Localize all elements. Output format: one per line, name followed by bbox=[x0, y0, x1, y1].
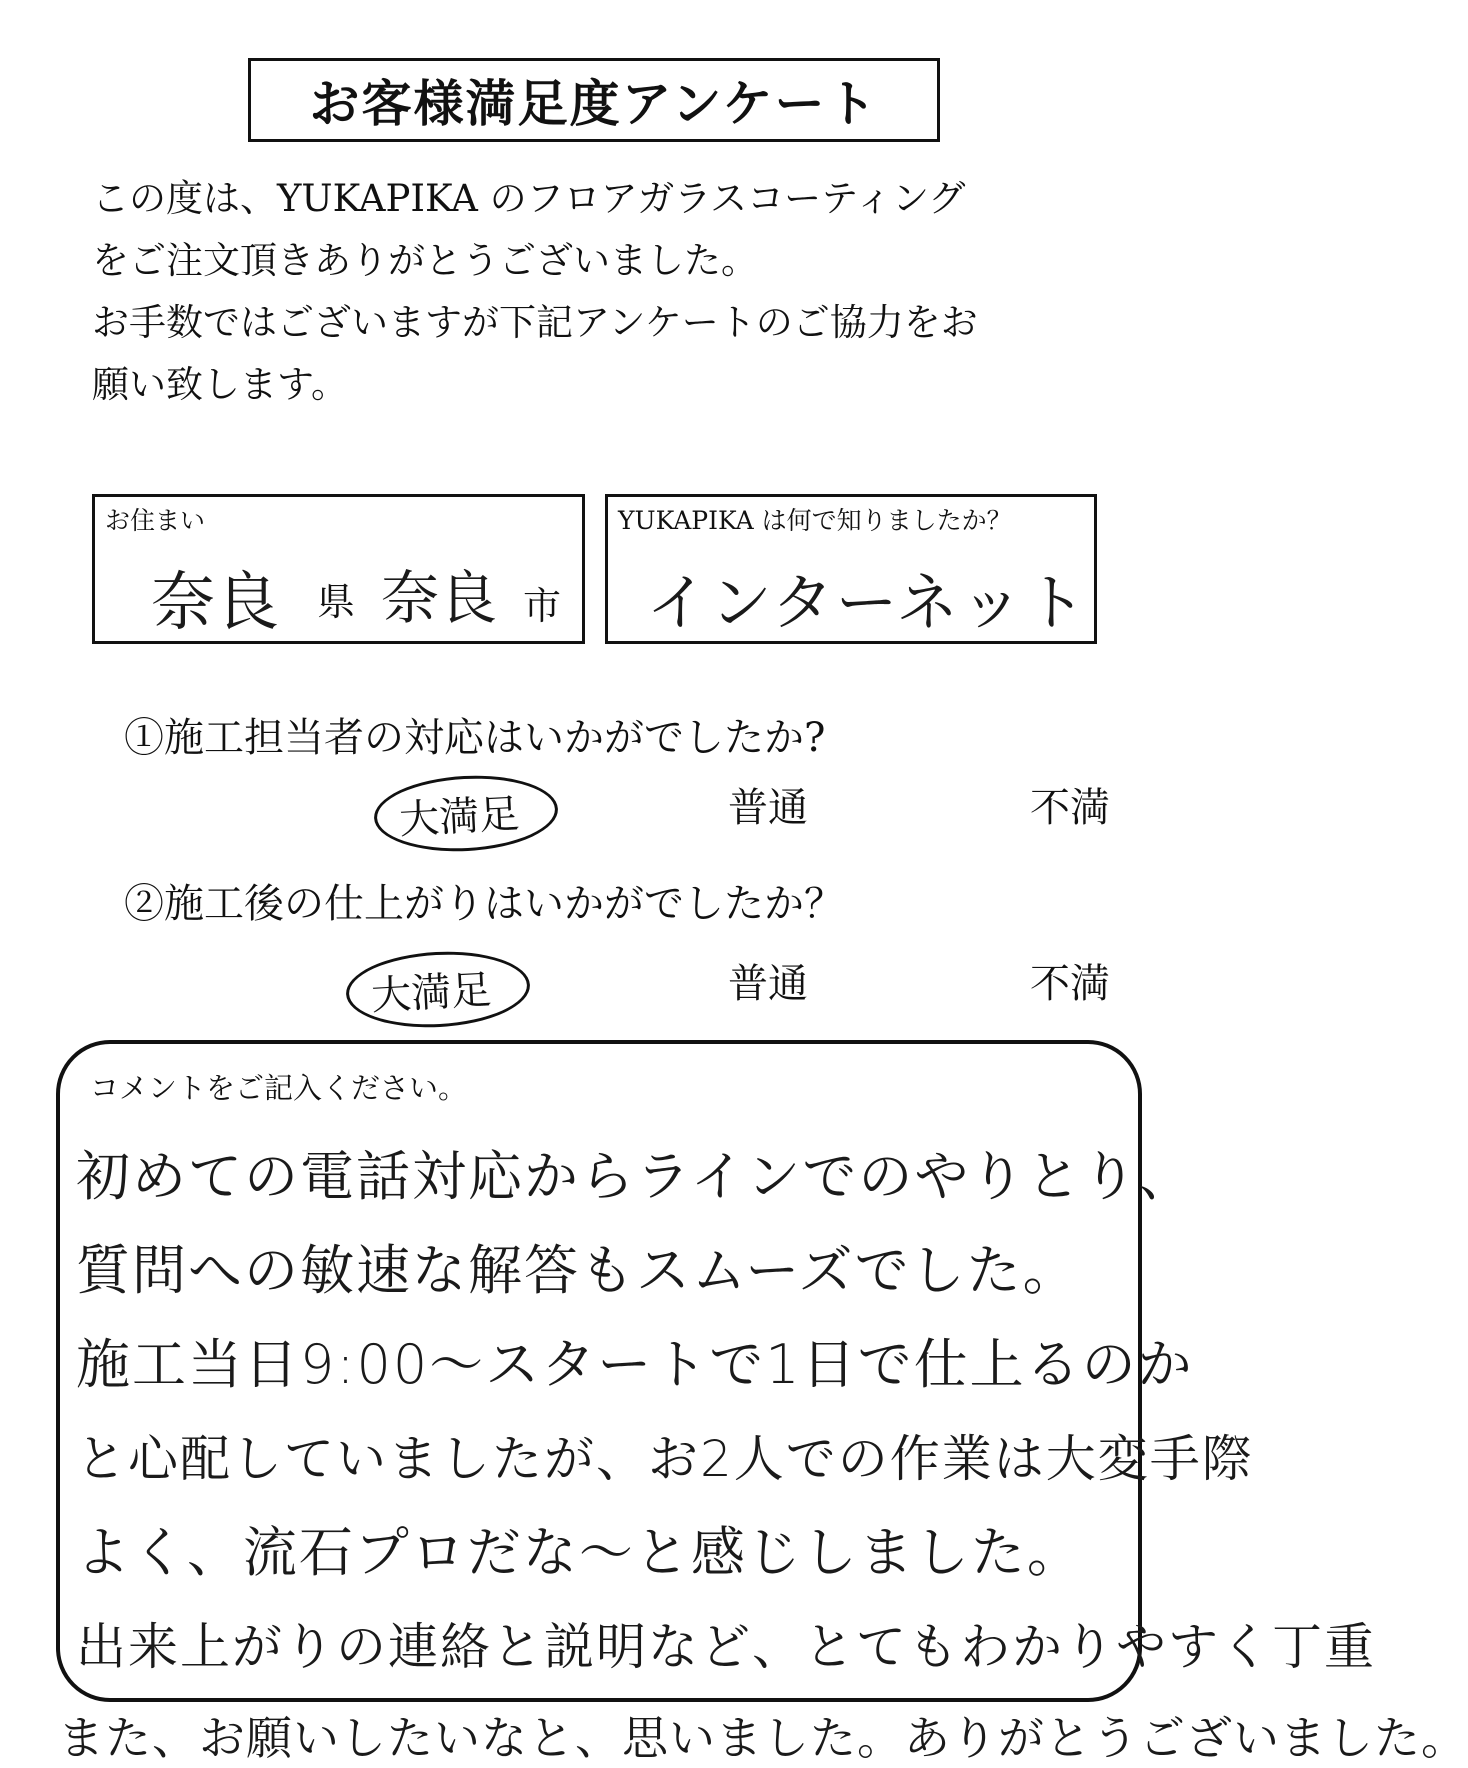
comment-line: 初めての電話対応からラインでのやりとり、 bbox=[76, 1145, 1195, 1208]
comment-line: よく、流石プロだな〜と感じしました。 bbox=[76, 1521, 1083, 1584]
comment-line: と心配していましたが、お2人での作業は大変手際 bbox=[76, 1430, 1254, 1488]
comment-line: 施工当日9:00〜スタートで1日で仕上るのか bbox=[76, 1333, 1194, 1396]
intro-line: この度は、YUKAPIKA のフロアガラスコーティング bbox=[92, 177, 966, 220]
address-box bbox=[92, 494, 585, 644]
q1-option-very-satisfied bbox=[374, 776, 558, 851]
intro-line: お手数ではございますが下記アンケートのご協力をお bbox=[92, 301, 978, 344]
intro-text bbox=[92, 168, 1132, 416]
source-label: YUKAPIKA は何で知りましたか？ bbox=[618, 506, 1012, 535]
intro-line: をご注文頂きありがとうございました。 bbox=[92, 239, 758, 282]
question-1: ①施工担当者の対応はいかがでしたか? bbox=[124, 715, 826, 761]
comment-line: 出来上がりの連絡と説明など、とてもわかりやすく丁重 bbox=[76, 1618, 1376, 1676]
q2-option-normal: 普通 bbox=[728, 961, 808, 1007]
address-prefecture-value: 奈良 bbox=[151, 566, 279, 640]
comment-text bbox=[76, 1130, 1376, 1694]
survey-title: お客様満足度アンケート bbox=[248, 58, 940, 142]
comment-line: 質問への敏速な解答もスムーズでした。 bbox=[76, 1239, 1079, 1302]
address-city-value: 奈良 bbox=[381, 564, 498, 632]
source-box bbox=[605, 494, 1097, 644]
q2-option-very-satisfied bbox=[346, 952, 530, 1027]
address-label: お住まい bbox=[105, 506, 206, 535]
comment-box bbox=[56, 1040, 1376, 1702]
q2-option-dissatisfied: 不満 bbox=[1030, 961, 1110, 1007]
city-suffix: 市 bbox=[523, 584, 562, 628]
question-2: ②施工後の仕上がりはいかがでしたか？ bbox=[124, 881, 844, 927]
intro-line: 願い致します。 bbox=[92, 363, 349, 406]
q1-selected-circle: 大満足 bbox=[372, 771, 560, 856]
prefecture-suffix: 県 bbox=[317, 580, 356, 624]
comment-label: コメントをご記入ください。 bbox=[90, 1071, 468, 1105]
comment-last-line: また、お願いしたいなと、思いました。ありがとうございました。 bbox=[58, 1711, 1468, 1765]
q1-option-normal: 普通 bbox=[728, 785, 808, 831]
q2-selected-circle: 大満足 bbox=[344, 947, 532, 1032]
source-answer: インターネット bbox=[646, 566, 1089, 639]
q1-option-dissatisfied: 不満 bbox=[1030, 785, 1110, 831]
